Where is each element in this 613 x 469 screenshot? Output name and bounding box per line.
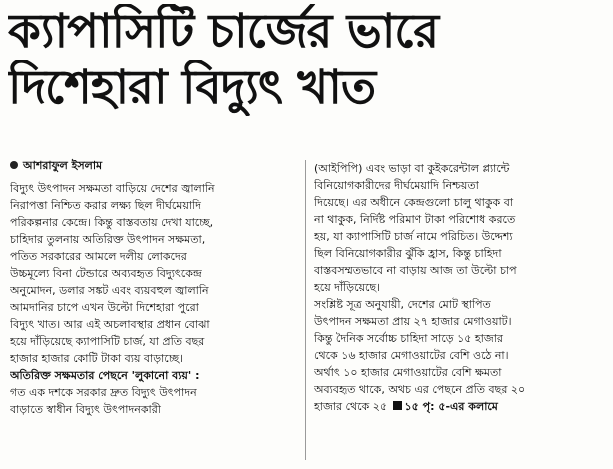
subheading-text: অতিরিক্ত সক্ষমতার পেছনে 'লুকানো ব্যয়' :: [10, 369, 200, 382]
left-column: [10, 180, 300, 468]
subheading: [10, 367, 300, 384]
text-line: বাড়াতে স্বাধীন বিদ্যুৎ উৎপাদনকারী: [10, 403, 161, 416]
paragraph-4: [314, 296, 606, 415]
text-line: গত এক দশকে সরকার দ্রুত বিদ্যুৎ উৎপাদন: [10, 386, 197, 399]
last-line-text: হাজার থেকে ২৫: [314, 400, 388, 413]
text-line: কিন্তু দৈনিক সর্বোচ্চ চাহিদা সাড়ে ১৫ হাজার: [314, 332, 503, 345]
right-column: [314, 160, 606, 468]
text-line: বিদ্যুৎ উৎপাদন সক্ষমতা বাড়িয়ে দেশের জ্বালানি: [10, 182, 215, 195]
author-name: আশরাফুল ইসলাম: [23, 159, 103, 172]
headline: [8, 4, 608, 116]
text-line: বাস্তবসম্মতভাবে না বাড়ায় আজ তা উল্টো চাপ: [314, 264, 517, 277]
continued-on-link[interactable]: [391, 400, 498, 413]
text-line: অনুমোদন, ডলার সঙ্কট এবং ব্যয়বহুল জ্বালানি: [10, 284, 209, 297]
text-line: হয়ে দাঁড়িয়েছে ক্যাপাসিটি চার্জ, যা প্রতি বছর: [10, 335, 205, 348]
text-line: থেকে ১৬ হাজার মেগাওয়াটের বেশি ওঠে না।: [314, 349, 509, 362]
text-line: বিনিয়োগকারীদের দীর্ঘমেয়াদি নিশ্চয়তা: [314, 179, 479, 192]
headline-line-1: ক্যাপাসিটি চার্জের ভারে: [8, 4, 439, 59]
text-line: চাহিদার তুলনায় অতিরিক্ত উৎপাদন সক্ষমতা,: [10, 233, 206, 246]
text-line: সংশ্লিষ্ট সূত্র অনুযায়ী, দেশের মোট স্থাপিত: [314, 298, 491, 311]
paragraph-2: [10, 384, 300, 418]
continued-on-label: ১৫ পৃ: ৫-এর কলামে: [404, 400, 498, 413]
text-line: উচ্চমূল্যে বিনা টেন্ডারে অব্যবহৃত বিদ্যুৎকেন্দ্র: [10, 267, 202, 280]
text-line: আমদানির চাপে এখন উল্টো দিশেহারা পুরো: [10, 301, 199, 314]
text-line: বিদ্যুৎ খাত। আর এই অচলাবস্থার প্রধান বোঝা: [10, 318, 210, 331]
byline: [10, 158, 102, 174]
text-line: (আইপিপি) এবং ভাড়া বা কুইকরেন্টাল প্ল্যান্টে: [314, 162, 510, 175]
column-divider: [305, 160, 306, 460]
text-line: দিয়েছে। এর অধীনে কেন্দ্রগুলো চালু থাকুক বা: [314, 196, 514, 209]
paragraph-3: [314, 160, 606, 296]
text-line: অব্যবহৃত থাকে, অথচ এর পেছনে প্রতি বছর ২০: [314, 383, 526, 396]
text-line: নিরাপত্তা নিশ্চিত করার লক্ষ্য ছিল দীর্ঘমেয়াদি: [10, 199, 201, 212]
text-line-last: [314, 398, 606, 415]
text-line: ছিল বিনিয়োগকারীর ঝুঁকি হ্রাস, কিন্তু চাহিদা: [314, 247, 502, 260]
text-line: হাজার হাজার কোটি টাকা ব্যয় বাড়াচ্ছে।: [10, 352, 184, 365]
text-line: হয়ে দাঁড়িয়েছে।: [314, 281, 381, 294]
paragraph-1: [10, 180, 300, 367]
text-line: পরিকল্পনার কেন্দ্রে। কিন্তু বাস্তবতায় দেখা যাচ্ছে,: [10, 216, 214, 229]
text-line: না থাকুক, নির্দিষ্ট পরিমাণ টাকা পরিশোধ করতে: [314, 213, 516, 226]
text-line: অর্থাৎ ১০ হাজার মেগাওয়াটের বেশি ক্ষমতা: [314, 366, 502, 379]
bullet-icon: [10, 161, 18, 169]
headline-line-2: দিশেহারা বিদ্যুৎ খাত: [8, 60, 376, 115]
text-line: পতিত সরকারের আমলে দলীয় লোকদের: [10, 250, 187, 263]
text-line: উৎপাদন সক্ষমতা প্রায় ২৭ হাজার মেগাওয়াট।: [314, 315, 512, 328]
square-bullet-icon: [393, 401, 402, 410]
text-line: হয়, যা ক্যাপাসিটি চার্জ নামে পরিচিত। উদ্দেশ্য: [314, 230, 513, 243]
